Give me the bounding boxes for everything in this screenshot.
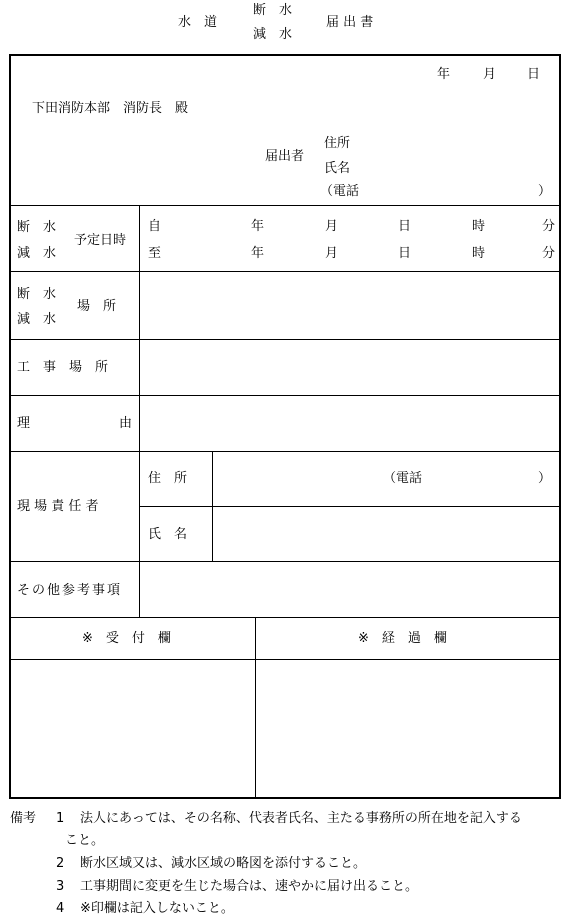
schedule-from-month: 月 (325, 219, 339, 234)
schedule-from-day: 日 (398, 219, 412, 234)
applicant-label: 届出者 (265, 149, 305, 164)
schedule-to-month: 月 (325, 246, 339, 261)
title-water-supply: 水 道 (178, 15, 218, 30)
date-year-label: 年 (437, 67, 451, 82)
remark-number-2: 2 (56, 856, 65, 871)
title-notification: 届 出 書 (326, 15, 374, 30)
applicant-phone-close: ） (538, 184, 552, 199)
schedule-to-minute: 分 (542, 246, 556, 261)
other-notes-label: その他参考事項 (17, 583, 123, 598)
work-site-label: 工 事 場 所 (17, 360, 109, 375)
supervisor-address-label: 住 所 (148, 471, 188, 486)
title-cutoff: 断 水 (253, 3, 293, 18)
schedule-label: 予定日時 (74, 233, 127, 248)
location-label: 場 所 (77, 299, 117, 314)
remark-3: 工事期間に変更を生じた場合は、速やかに届け出ること。 (80, 879, 419, 894)
schedule-to-day: 日 (398, 246, 412, 261)
reason-label-right: 由 (119, 416, 133, 431)
applicant-address-label: 住所 (324, 136, 351, 151)
supervisor-phone-label: （電話 (383, 471, 423, 486)
reception-label: ※ 受 付 欄 (82, 631, 171, 646)
schedule-from-hour: 時 (472, 219, 486, 234)
remark-1-line-1: 法人にあっては、その名称、代表者氏名、主たる事務所の所在地を記入する (80, 811, 522, 826)
schedule-to-year: 年 (251, 246, 265, 261)
remark-1-line-2: こと。 (65, 833, 105, 848)
schedule-from: 自 (148, 219, 162, 234)
schedule-to: 至 (148, 246, 162, 261)
supervisor-label: 現 場 責 任 者 (17, 499, 99, 514)
form-frame (9, 54, 561, 799)
applicant-phone-label: （電話 (320, 184, 360, 199)
schedule-label-cutoff: 断 水 (17, 220, 57, 235)
date-month-label: 月 (483, 67, 497, 82)
remark-number-3: 3 (56, 879, 65, 894)
remark-number-1: 1 (56, 811, 65, 826)
applicant-name-label: 氏名 (324, 161, 351, 176)
schedule-to-hour: 時 (472, 246, 486, 261)
remark-number-4: 4 (56, 901, 65, 916)
schedule-label-reduction: 減 水 (17, 246, 57, 261)
supervisor-phone-close: ） (538, 471, 552, 486)
remark-2: 断水区域又は、減水区域の略図を添付すること。 (80, 856, 367, 871)
supervisor-name-label: 氏 名 (148, 527, 188, 542)
title-reduction: 減 水 (253, 27, 293, 42)
date-day-label: 日 (527, 67, 541, 82)
schedule-from-year: 年 (251, 219, 265, 234)
schedule-from-minute: 分 (542, 219, 556, 234)
location-label-reduction: 減 水 (17, 312, 57, 327)
reason-label-left: 理 (17, 416, 31, 431)
remark-4: ※印欄は記入しないこと。 (80, 901, 234, 916)
remarks-heading: 備考 (10, 811, 37, 826)
location-label-cutoff: 断 水 (17, 287, 57, 302)
progress-label: ※ 経 過 欄 (358, 631, 447, 646)
addressee: 下田消防本部 消防長 殿 (32, 101, 189, 116)
